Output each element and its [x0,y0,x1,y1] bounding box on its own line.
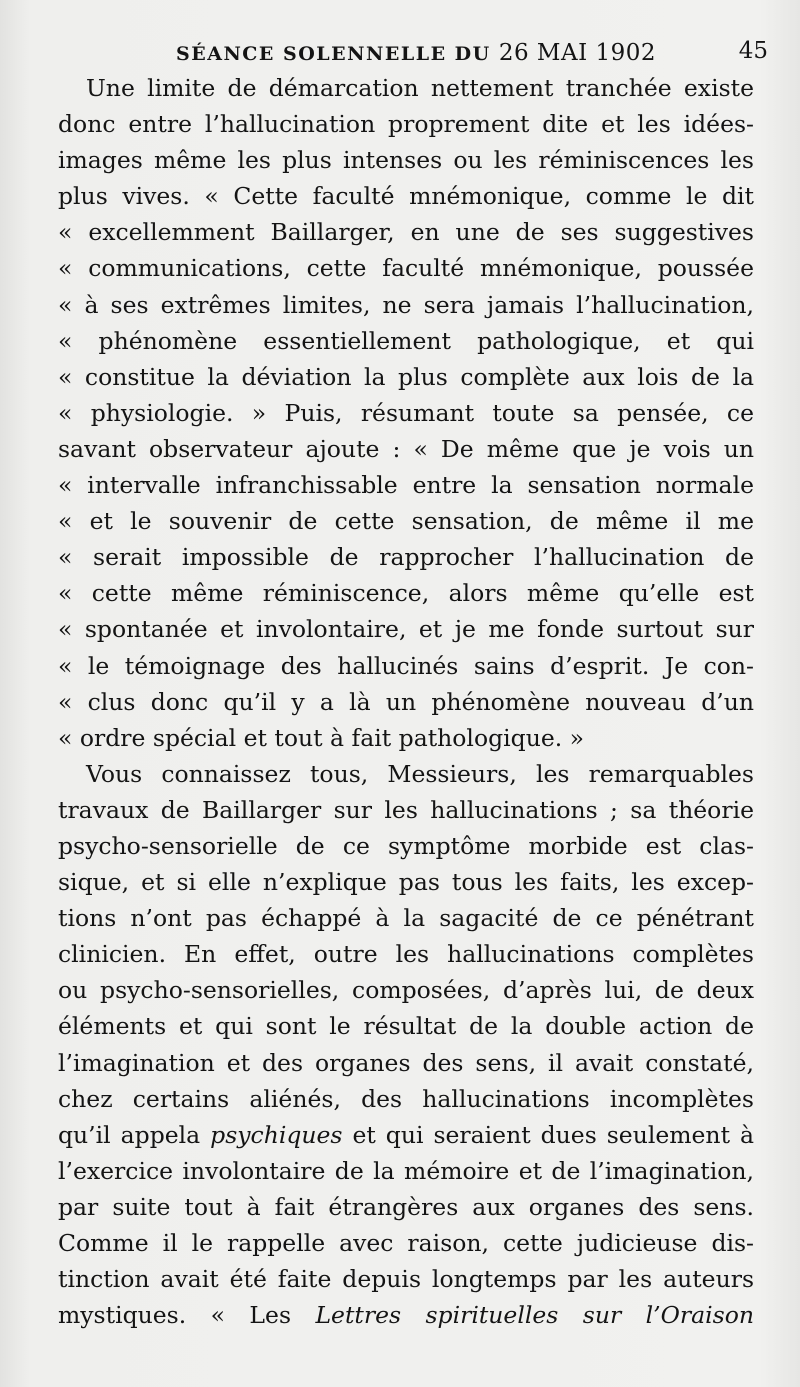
text-line: Comme il le rappelle avec raison, cette judicieuse dis- [58,1229,754,1257]
text-line: chez certains aliénés, des hallucinations incomplètes [58,1084,754,1113]
text-segment: et qui seraient dues seulement à [352,1120,754,1149]
page-number: 45 [738,38,768,64]
running-title [176,40,656,66]
text-line: « cette même réminiscence, alors même qu’elle est [58,579,754,608]
text-line: images même les plus intenses ou les réminiscences les [58,146,754,175]
text-line: clinicien. En effet, outre les hallucinations complètes [58,940,754,969]
text-line: Vous connaissez tous, Messieurs, les remarquables [86,759,754,788]
text-line: psycho-sensorielle de ce symptôme morbide est clas- [58,831,754,860]
text-line: par suite tout à fait étrangères aux organes des sens. [58,1192,754,1221]
body-text [58,70,754,1333]
text-line: « excellemment Baillarger, en une de ses suggestives [58,218,754,247]
text-line: « intervalle infranchissable entre la sensation normale [58,471,754,500]
text-segment: mystiques. « Les [58,1301,292,1330]
italic-title: Lettres spirituelles sur l’Oraison [315,1301,754,1330]
text-line [58,1297,754,1333]
text-line: travaux de Baillarger sur les hallucinations ; sa théorie [58,795,754,824]
text-line: l’exercice involontaire de la mémoire et de l’imagination, [58,1156,754,1185]
text-line: « physiologie. » Puis, résumant toute sa pensée, ce [58,398,754,427]
text-line: plus vives. « Cette faculté mnémonique, comme le dit [58,182,754,211]
text-line: éléments et qui sont le résultat de la double action de [58,1012,754,1041]
text-line: « ordre spécial et tout à fait pathologique. » [58,723,585,752]
text-line: « et le souvenir de cette sensation, de même il me [58,507,754,536]
text-line: sique, et si elle n’explique pas tous les faits, les excep- [58,868,754,897]
text-line: « serait impossible de rapprocher l’hallucination de [58,543,754,572]
text-segment: qu’il appela [58,1120,201,1149]
text-line [58,1117,754,1153]
text-line: donc entre l’hallucination proprement dite et les idées- [58,110,754,139]
italic-term: psychiques [210,1120,343,1149]
text-line: « clus donc qu’il y a là un phénomène nouveau d’un [58,687,754,716]
text-line: « constitue la déviation la plus complète aux lois de la [58,362,754,391]
text-line: « phénomène essentiellement pathologique, et qui [58,326,754,355]
text-line: ou psycho-sensorielles, composées, d’après lui, de deux [58,976,754,1005]
text-line: « spontanée et involontaire, et je me fonde surtout sur [58,615,754,644]
text-line: Une limite de démarcation nettement tranchée existe [86,74,754,102]
text-line: tions n’ont pas échappé à la sagacité de ce pénétrant [58,904,754,933]
running-title-text: SÉANCE SOLENNELLE DU [176,43,491,65]
text-line: « communications, cette faculté mnémonique, poussée [58,254,754,283]
text-line: savant observateur ajoute : « De même que je vois un [58,434,754,463]
text-line: l’imagination et des organes des sens, il avait constaté, [58,1048,754,1077]
running-date: 26 MAI 1902 [498,40,657,66]
text-line: « le témoignage des hallucinés sains d’esprit. Je con- [58,651,754,680]
text-line: « à ses extrêmes limites, ne sera jamais l’hallucination, [58,290,754,319]
running-head [58,38,768,72]
text-line: tinction avait été faite depuis longtemps par les auteurs [58,1265,754,1294]
